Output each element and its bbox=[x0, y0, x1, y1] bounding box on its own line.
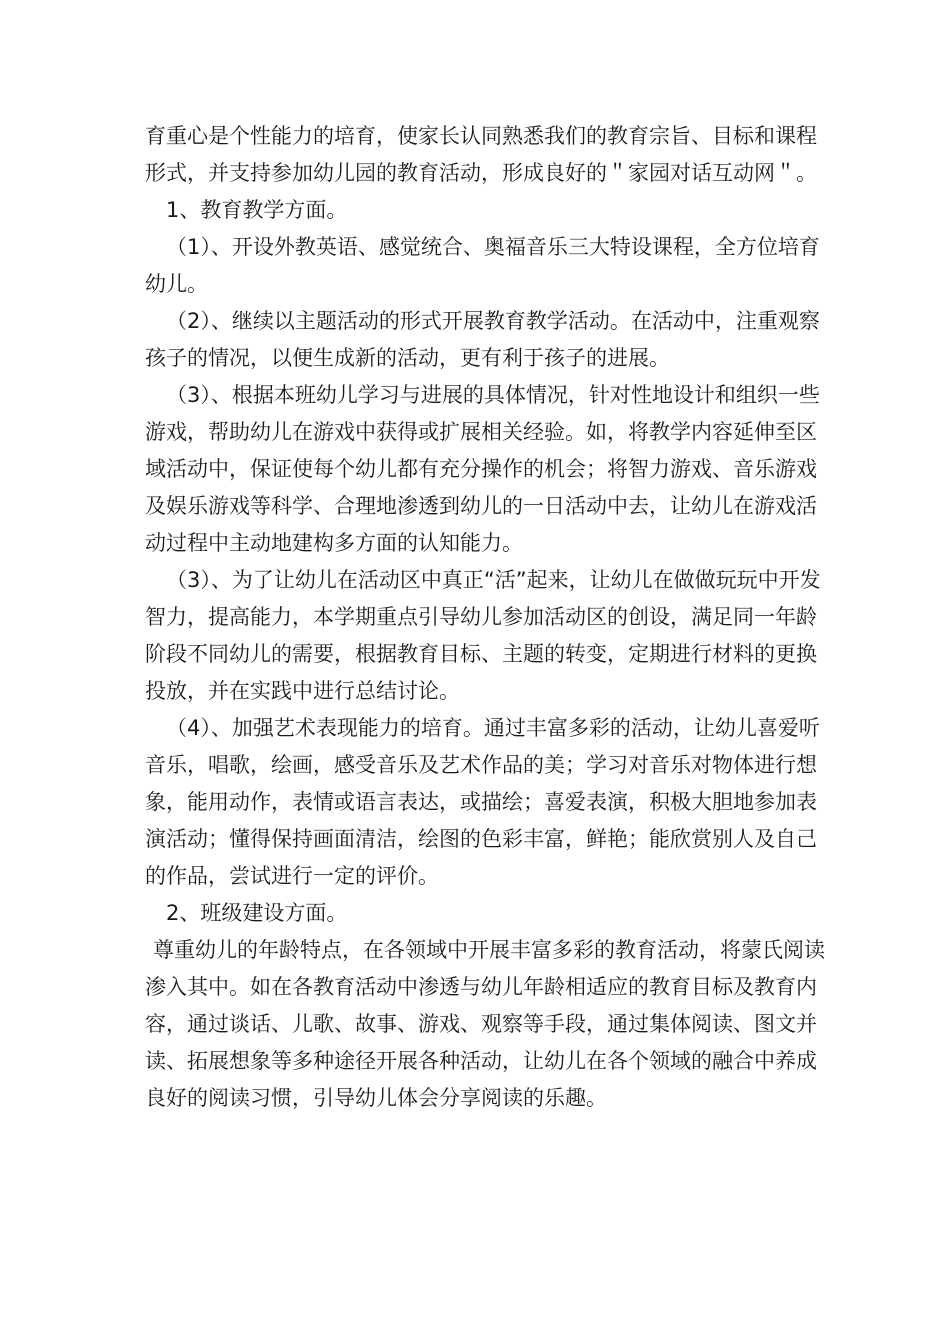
paragraph-item-4: （4）、加强艺术表现能力的培育。通过丰富多彩的活动，让幼儿喜爱听音乐，唱歌，绘画，感受音乐及艺术作品的美；学习对音乐对物体进行想象，能用动作，表情或语言表达，或描绘；喜爱表演，积极大胆地参加表演活动；懂得保持画面清洁，绘图的色彩丰富，鲜艳；能欣赏别人及自己的作品，尝试进行一定的评价。 bbox=[145, 716, 820, 888]
paragraph-item-3: （3）、根据本班幼儿学习与进展的具体情况，针对性地设计和组织一些游戏，帮助幼儿在游戏中获得或扩展相关经验。如，将教学内容延伸至区域活动中，保证使每个幼儿都有充分操作的机会；将智力游戏、音乐游戏及娱乐游戏等科学、合理地渗透到幼儿的一日活动中去，让幼儿在游戏活动过程中主动地建构多方面的认知能力。 bbox=[145, 383, 820, 555]
paragraph-intro-continuation: 育重心是个性能力的培育，使家长认同熟悉我们的教育宗旨、目标和课程形式，并支持参加幼儿园的教育活动，形成良好的＂家园对话互动网＂。 bbox=[145, 124, 817, 185]
paragraph-item-3b: （3）、为了让幼儿在活动区中真正“活”起来，让幼儿在做做玩玩中开发智力，提高能力，本学期重点引导幼儿参加活动区的创设，满足同一年龄阶段不同幼儿的需要，根据教育目标、主题的转变，定期进行材料的更换投放，并在实践中进行总结讨论。 bbox=[145, 568, 821, 703]
document-body bbox=[145, 118, 835, 1117]
paragraph-item-2: （2）、继续以主题活动的形式开展教育教学活动。在活动中，注重观察孩子的情况，以便生成新的活动，更有利于孩子的进展。 bbox=[145, 309, 820, 370]
section-heading-class-building: 2、班级建设方面。 bbox=[166, 901, 348, 925]
paragraph-class-building: 尊重幼儿的年龄特点，在各领域中开展丰富多彩的教育活动，将蒙氏阅读渗入其中。如在各教育活动中渗透与幼儿年龄相适应的教育目标及教育内容，通过谈话、儿歌、故事、游戏、观察等手段，通过集体阅读、图文并读、拓展想象等多种途径开展各种活动，让幼儿在各个领域的融合中养成良好的阅读习惯，引导幼儿体会分享阅读的乐趣。 bbox=[145, 938, 825, 1110]
paragraph-item-1: （1）、开设外教英语、感觉统合、奥福音乐三大特设课程，全方位培育幼儿。 bbox=[145, 235, 820, 296]
section-heading-teaching: 1、教育教学方面。 bbox=[166, 198, 348, 222]
